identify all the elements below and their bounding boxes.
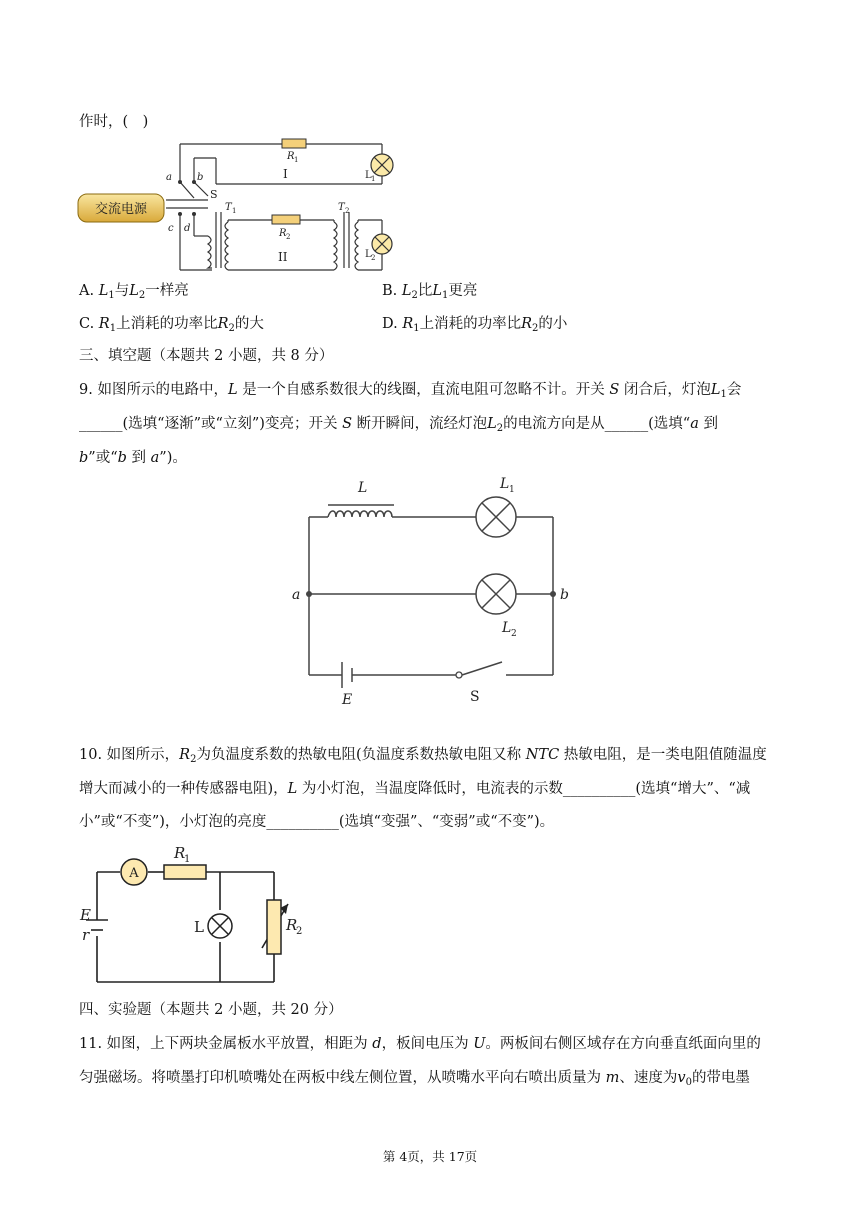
lamp-l1-icon bbox=[476, 497, 516, 537]
svg-text:I: I bbox=[283, 167, 288, 181]
q9-line-1: 9. 如图所示的电路中，L 是一个自感系数很大的线圈，直流电阻可忽略不计。开关 S 闭合后，灯泡$L_1$会 bbox=[79, 382, 742, 400]
q8-option-b: B. $L_2$比$L_1$更亮 bbox=[382, 283, 478, 301]
svg-text:1: 1 bbox=[184, 854, 191, 865]
section-4-heading: 四、实验题（本题共 2 小题，共 20 分） bbox=[79, 1002, 343, 1018]
section-3-heading: 三、填空题（本题共 2 小题，共 8 分） bbox=[79, 348, 334, 364]
svg-text:2: 2 bbox=[511, 629, 517, 639]
q11-line-2: 匀强磁场。将喷墨打印机喷嘴处在两板中线左侧位置，从喷嘴水平向右喷出质量为 m、速度为$v_0$的带电墨 bbox=[79, 1070, 750, 1088]
q8-option-a: A. $L_1$与$L_2$一样亮 bbox=[79, 283, 189, 301]
svg-text:L: L bbox=[502, 620, 512, 636]
svg-text:L: L bbox=[194, 918, 204, 936]
svg-text:1: 1 bbox=[371, 175, 376, 183]
svg-text:S: S bbox=[470, 689, 480, 705]
svg-text:L: L bbox=[365, 249, 372, 260]
svg-text:2: 2 bbox=[286, 233, 291, 241]
q10-line-3: 小”或“不变”)，小灯泡的亮度__________(选填“变强”、“变弱”或“不变”)。 bbox=[79, 814, 555, 830]
q9-line-3: b”或“b 到 a”)。 bbox=[79, 450, 187, 466]
svg-text:L: L bbox=[358, 480, 368, 496]
lamp-l2-icon bbox=[476, 574, 516, 614]
svg-text:R: R bbox=[286, 916, 298, 934]
q11-line-1: 11. 如图，上下两块金属板水平放置，相距为 d，板间电压为 U。两板间右侧区域存在方向垂直纸面向里的 bbox=[79, 1036, 761, 1052]
q9-circuit-figure bbox=[290, 472, 580, 708]
svg-text:a: a bbox=[166, 172, 172, 183]
svg-text:d: d bbox=[184, 223, 191, 234]
svg-text:S: S bbox=[210, 188, 218, 201]
svg-text:1: 1 bbox=[509, 485, 515, 495]
page-footer: 第 4页，共 17页 bbox=[382, 1149, 478, 1164]
svg-text:2: 2 bbox=[345, 207, 350, 215]
q9-line-2: ______(选填“逐渐”或“立刻”)变亮；开关 S 断开瞬间，流经灯泡$L_2$的电流方向是从______(选填“a 到 bbox=[79, 416, 718, 434]
q10-line-1: 10. 如图所示，$R_2$为负温度系数的热敏电阻(负温度系数热敏电阻又称 NTC 热敏电阻，是一类电阻值随温度 bbox=[79, 747, 767, 765]
svg-text:a: a bbox=[292, 587, 301, 603]
svg-text:T: T bbox=[338, 202, 345, 213]
svg-text:T: T bbox=[225, 202, 232, 213]
q8-option-d: D. $R_1$上消耗的功率比$R_2$的小 bbox=[382, 316, 568, 334]
svg-text:E: E bbox=[342, 692, 353, 708]
svg-text:b: b bbox=[560, 587, 569, 603]
lamp-l2-icon bbox=[372, 234, 392, 254]
svg-text:II: II bbox=[278, 250, 288, 264]
svg-text:R: R bbox=[287, 151, 295, 162]
svg-text:1: 1 bbox=[294, 156, 299, 164]
q10-circuit-figure bbox=[76, 838, 306, 988]
svg-text:r: r bbox=[82, 926, 90, 944]
svg-text:2: 2 bbox=[371, 254, 376, 262]
q8-circuit-figure bbox=[76, 136, 396, 276]
svg-text:L: L bbox=[365, 170, 372, 181]
q8-option-c: C. $R_1$上消耗的功率比$R_2$的大 bbox=[79, 316, 264, 334]
q8-stem-tail: 作时，( ) bbox=[79, 114, 149, 130]
svg-text:A: A bbox=[129, 866, 139, 881]
svg-text:L: L bbox=[500, 476, 510, 492]
svg-text:E: E bbox=[80, 906, 91, 924]
svg-text:1: 1 bbox=[232, 207, 237, 215]
svg-text:R: R bbox=[279, 228, 287, 239]
svg-text:交流电源: 交流电源 bbox=[94, 202, 148, 217]
svg-text:b: b bbox=[197, 172, 204, 183]
svg-text:2: 2 bbox=[296, 926, 303, 937]
svg-text:R: R bbox=[174, 844, 186, 862]
lamp-l1-icon bbox=[371, 154, 393, 176]
q10-line-2: 增大而减小的一种传感器电阻)，L 为小灯泡，当温度降低时，电流表的示数__________(选填“增大”、“减 bbox=[79, 781, 751, 797]
lamp-icon bbox=[208, 914, 232, 938]
svg-text:c: c bbox=[168, 223, 174, 234]
